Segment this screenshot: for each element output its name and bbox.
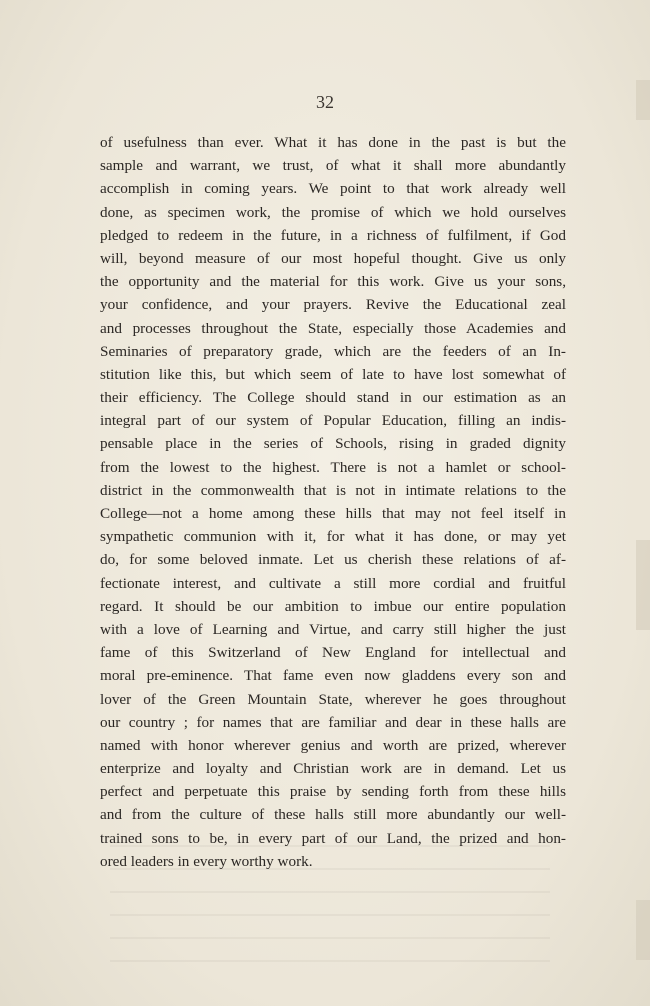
text-line: named with honor wherever genius and worth are prized, wherever	[100, 736, 566, 754]
text-line: sympathetic communion with it, for what it has done, or may yet	[100, 528, 566, 546]
text-line: integral part of our system of Popular Education, filling an indis-	[100, 412, 566, 430]
text-line: stitution like this, but which seem of late to have lost somewhat of	[100, 365, 566, 383]
text-line: fectionate interest, and cultivate a still more cordial and fruitful	[100, 574, 566, 592]
text-line: regard. It should be our ambition to imbue our entire population	[100, 597, 566, 615]
text-line: pensable place in the series of Schools, rising in graded dignity	[100, 435, 566, 453]
text-line: from the lowest to the highest. There is not a hamlet or school-	[100, 458, 566, 476]
text-line: trained sons to be, in every part of our Land, the prized and hon-	[100, 829, 566, 847]
text-line: done, as specimen work, the promise of which we hold ourselves	[100, 203, 566, 221]
text-line: Seminaries of preparatory grade, which are the feeders of an In-	[100, 342, 566, 360]
text-line: moral pre-eminence. That fame even now gladdens every son and	[100, 667, 566, 685]
page-edge-stain	[636, 900, 650, 960]
text-line: will, beyond measure of our most hopeful thought. Give us only	[100, 249, 566, 267]
text-line: with a love of Learning and Virtue, and carry still higher the just	[100, 620, 566, 638]
text-line: the opportunity and the material for this work. Give us your sons,	[100, 273, 566, 291]
text-line: your confidence, and your prayers. Revive the Educational zeal	[100, 296, 566, 314]
page-edge-stain	[636, 540, 650, 630]
text-line: district in the commonwealth that is not in intimate relations to the	[100, 481, 566, 499]
text-line: and from the culture of these halls still more abundantly our well-	[100, 806, 566, 824]
text-line: fame of this Switzerland of New England for intellectual and	[100, 644, 566, 662]
page-number: 32	[316, 92, 334, 112]
body-text	[100, 131, 566, 873]
text-line: lover of the Green Mountain State, wherever he goes throughout	[100, 690, 566, 708]
text-line: of usefulness than ever. What it has done in the past is but the	[100, 134, 566, 151]
text-line: do, for some beloved inmate. Let us cherish these relations of af-	[100, 551, 566, 569]
text-line: and processes throughout the State, especially those Academies and	[100, 319, 566, 337]
text-line: enterprize and loyalty and Christian work are in demand. Let us	[100, 760, 566, 778]
text-line: pledged to redeem in the future, in a richness of fulfilment, if God	[100, 226, 566, 244]
text-line: their efficiency. The College should stand in our estimation as an	[100, 389, 566, 407]
text-line: ored leaders in every worthy work.	[100, 852, 313, 870]
text-line: accomplish in coming years. We point to that work already well	[100, 180, 566, 198]
text-line: our country ; for names that are familiar and dear in these halls are	[100, 713, 566, 731]
text-line: College—not a home among these hills that may not feel itself in	[100, 505, 566, 522]
text-line: sample and warrant, we trust, of what it shall more abundantly	[100, 157, 566, 175]
text-line: perfect and perpetuate this praise by sending forth from these hills	[100, 783, 566, 801]
